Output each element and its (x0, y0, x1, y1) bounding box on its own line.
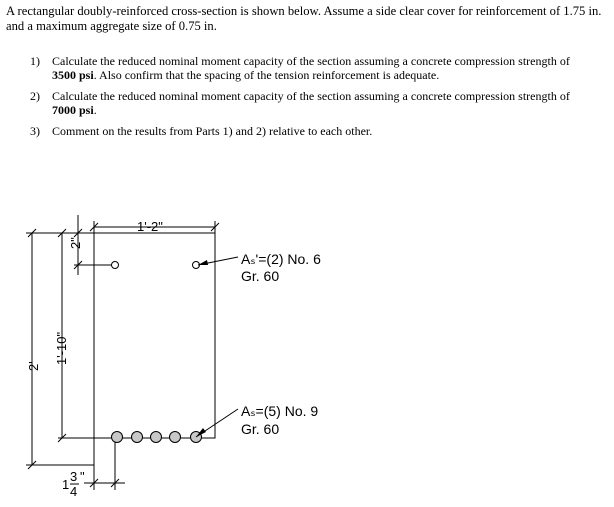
compression-bar (112, 262, 119, 269)
top-cover-label: 2" (68, 237, 83, 249)
compression-steel-label: Aₛ'=(2) No. 6 (241, 251, 321, 267)
problem-intro: A rectangular doubly-reinforced cross-section is shown below. Assume a side clear cover for reinforcement of 1.75 in. and a maximum aggregate size of 0.75 in. (6, 4, 602, 33)
tension-steel-label: Aₛ=(5) No. 9 (241, 403, 319, 419)
task-text-end: . (93, 103, 97, 117)
bottom-cover-unit: " (80, 469, 85, 484)
effective-depth-label: 1'-10" (54, 331, 69, 365)
tension-bar (151, 432, 162, 443)
task-item-3 (30, 124, 590, 138)
task-text: Comment on the results from Parts 1) and 2) relative to each other. (52, 124, 373, 138)
width-label: 1'-2" (137, 219, 163, 234)
total-depth-label: 2' (26, 361, 41, 371)
tension-bar (170, 432, 181, 443)
task-item-2 (30, 89, 590, 117)
tension-steel-grade: Gr. 60 (241, 421, 280, 437)
compression-steel-grade: Gr. 60 (241, 268, 280, 284)
task-number: 1) (30, 54, 40, 68)
task-text-end: . Also confirm that the spacing of the tension reinforcement is adequate. (93, 68, 440, 82)
bottom-cover-numerator: 3 (70, 469, 78, 484)
task-bold-value: 7000 psi (52, 103, 94, 117)
cross-section-figure (0, 185, 614, 507)
bottom-cover-denominator: 4 (70, 484, 78, 499)
task-list (30, 54, 590, 145)
task-number: 3) (30, 124, 40, 138)
task-text: Calculate the reduced nominal moment capacity of the section assuming a concrete compression strength of (52, 54, 570, 68)
task-item-1 (30, 54, 590, 82)
task-text: Calculate the reduced nominal moment capacity of the section assuming a concrete compression strength of (52, 89, 570, 103)
tension-bar (112, 432, 123, 443)
tension-bar (132, 432, 143, 443)
bottom-cover-whole: 1 (62, 477, 70, 492)
task-bold-value: 3500 psi (52, 68, 94, 82)
task-number: 2) (30, 89, 40, 103)
